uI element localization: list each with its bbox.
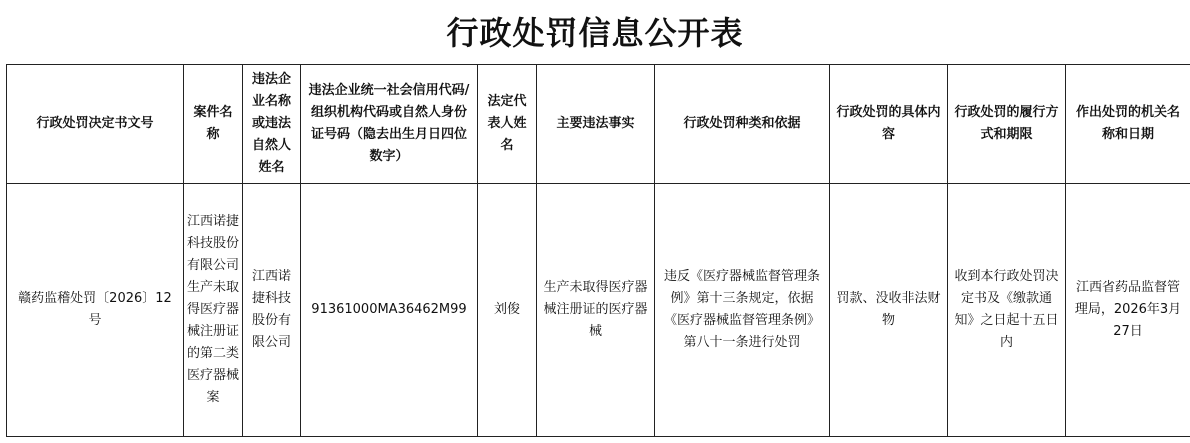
header-case-name: 案件名称 xyxy=(184,65,243,184)
cell-credit-code: 91361000MA36462M99 xyxy=(301,184,478,437)
cell-decision-number: 赣药监稽处罚〔2026〕12号 xyxy=(7,184,184,437)
cell-violator-name: 江西诺捷科技股份有限公司 xyxy=(243,184,301,437)
cell-violation-facts: 生产未取得医疗器械注册证的医疗器械 xyxy=(537,184,655,437)
page-title: 行政处罚信息公开表 xyxy=(446,14,744,52)
header-penalty-type-basis: 行政处罚种类和依据 xyxy=(655,65,830,184)
cell-authority-date: 江西省药品监督管理局，2026年3月27日 xyxy=(1066,184,1190,437)
header-authority-date: 作出处罚的机关名称和日期 xyxy=(1066,65,1190,184)
cell-legal-representative: 刘俊 xyxy=(478,184,537,437)
cell-penalty-content: 罚款、没收非法财物 xyxy=(830,184,948,437)
header-decision-number: 行政处罚决定书文号 xyxy=(7,65,184,184)
cell-case-name: 江西诺捷科技股份有限公司生产未取得医疗器械注册证的第二类医疗器械案 xyxy=(184,184,243,437)
cell-performance-method: 收到本行政处罚决定书及《缴款通知》之日起十五日内 xyxy=(948,184,1066,437)
cell-penalty-type-basis: 违反《医疗器械监督管理条例》第十三条规定，依据《医疗器械监督管理条例》第八十一条进行处罚 xyxy=(655,184,830,437)
header-violator-name: 违法企业名称或违法自然人姓名 xyxy=(243,65,301,184)
header-performance-method: 行政处罚的履行方式和期限 xyxy=(948,65,1066,184)
penalty-info-table xyxy=(6,64,1190,437)
table-header-row xyxy=(7,65,1190,184)
table-row xyxy=(7,184,1190,437)
header-legal-representative: 法定代表人姓名 xyxy=(478,65,537,184)
header-penalty-content: 行政处罚的具体内容 xyxy=(830,65,948,184)
header-violation-facts: 主要违法事实 xyxy=(537,65,655,184)
header-credit-code: 违法企业统一社会信用代码/组织机构代码或自然人身份证号码（隐去出生月日四位数字） xyxy=(301,65,478,184)
